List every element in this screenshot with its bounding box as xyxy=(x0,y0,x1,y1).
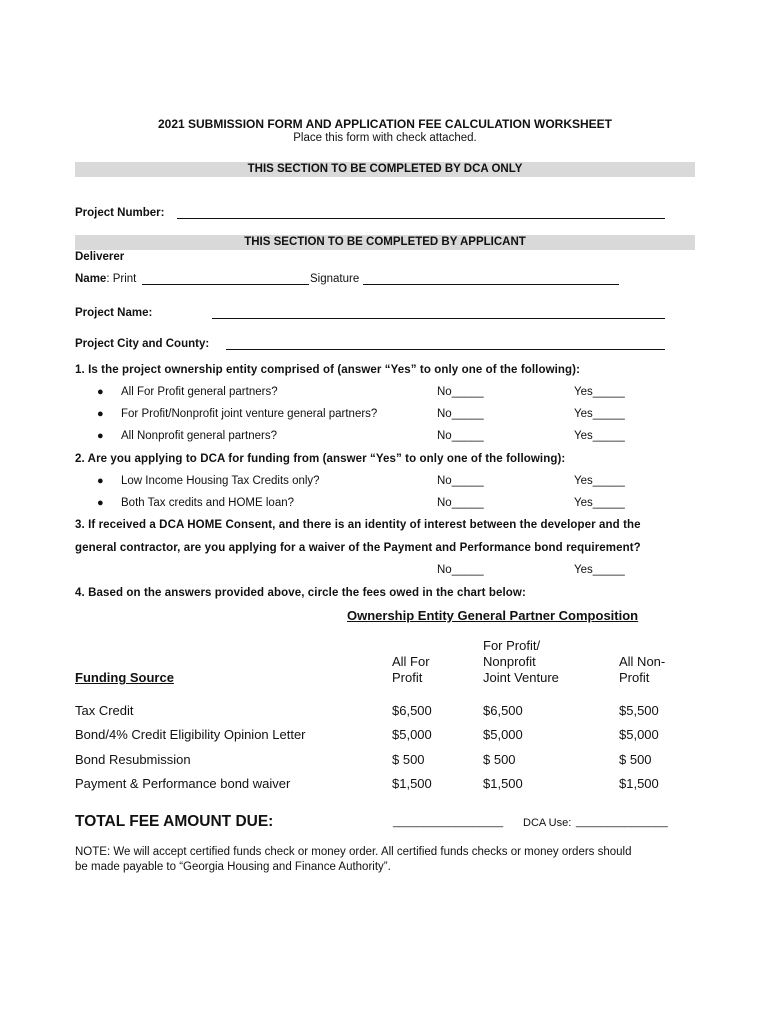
q2-option-no[interactable]: No_____ xyxy=(437,497,484,509)
form-subtitle: Place this form with check attached. xyxy=(293,132,477,144)
name-row xyxy=(75,273,136,285)
q1-option-no[interactable]: No_____ xyxy=(437,386,484,398)
header-line: All Non- xyxy=(619,654,666,669)
total-fee-field[interactable]: __________________ xyxy=(393,816,504,828)
bullet-icon: ● xyxy=(97,475,104,487)
deliverer-label: Deliverer xyxy=(75,251,125,263)
signature-field[interactable] xyxy=(363,273,619,285)
project-number-label: Project Number: xyxy=(75,207,165,219)
column-header-all-nonprofit xyxy=(619,654,665,686)
q1-option-no[interactable]: No_____ xyxy=(437,430,484,442)
q3-option-yes[interactable]: Yes_____ xyxy=(574,564,625,576)
applicant-section-band: THIS SECTION TO BE COMPLETED BY APPLICANT xyxy=(75,235,695,250)
project-city-county-field[interactable] xyxy=(226,338,665,350)
q2-option-label: Both Tax credits and HOME loan? xyxy=(121,497,295,509)
table-cell-fee[interactable]: $5,000 xyxy=(619,727,659,742)
header-line: For Profit/ xyxy=(483,638,541,653)
table-cell-fee[interactable]: $6,500 xyxy=(483,703,523,718)
dca-use-field[interactable]: _______________ xyxy=(576,816,668,828)
table-row-source: Tax Credit xyxy=(75,703,134,718)
question-2: 2. Are you applying to DCA for funding from (answer “Yes” to only one of the following): xyxy=(75,453,566,465)
header-line: Nonprofit xyxy=(483,654,536,669)
print-name-field[interactable] xyxy=(142,273,309,285)
project-city-county-label: Project City and County: xyxy=(75,338,210,350)
column-header-all-for-profit xyxy=(392,654,430,686)
q1-option-label: For Profit/Nonprofit joint venture general partners? xyxy=(121,408,378,420)
table-cell-fee[interactable]: $1,500 xyxy=(392,776,432,791)
table-cell-fee[interactable]: $5,000 xyxy=(392,727,432,742)
column-header-joint-venture xyxy=(483,638,559,686)
q1-option-no[interactable]: No_____ xyxy=(437,408,484,420)
q2-option-yes[interactable]: Yes_____ xyxy=(574,497,625,509)
bullet-icon: ● xyxy=(97,497,104,509)
q3-option-no[interactable]: No_____ xyxy=(437,564,484,576)
form-title: 2021 SUBMISSION FORM AND APPLICATION FEE CALCULATION WORKSHEET xyxy=(157,117,613,131)
bullet-icon: ● xyxy=(97,408,104,420)
table-row-source: Payment & Performance bond waiver xyxy=(75,776,291,791)
question-1: 1. Is the project ownership entity comprised of (answer “Yes” to only one of the following): xyxy=(75,364,581,376)
table-cell-fee[interactable]: $1,500 xyxy=(619,776,659,791)
name-label: Name xyxy=(75,273,107,285)
dca-section-band: THIS SECTION TO BE COMPLETED BY DCA ONLY xyxy=(75,162,695,177)
q1-option-yes[interactable]: Yes_____ xyxy=(574,386,625,398)
header-line: All For xyxy=(392,654,430,669)
print-label: : Print xyxy=(106,273,137,285)
header-line: Profit xyxy=(619,670,650,685)
table-cell-fee[interactable]: $ 500 xyxy=(483,752,516,767)
table-cell-fee[interactable]: $5,000 xyxy=(483,727,523,742)
bullet-icon: ● xyxy=(97,430,104,442)
header-line: Joint Venture xyxy=(483,670,559,685)
q1-option-label: All For Profit general partners? xyxy=(121,386,278,398)
header-line: Profit xyxy=(392,670,423,685)
table-row-source: Bond/4% Credit Eligibility Opinion Letter xyxy=(75,727,306,742)
q1-option-yes[interactable]: Yes_____ xyxy=(574,430,625,442)
note-line-1: NOTE: We will accept certified funds check or money order. All certified funds checks or money orders should xyxy=(75,846,632,858)
q1-option-label: All Nonprofit general partners? xyxy=(121,430,277,442)
bullet-icon: ● xyxy=(97,386,104,398)
signature-label: Signature xyxy=(310,273,360,285)
project-number-field[interactable] xyxy=(177,207,665,219)
table-row-source: Bond Resubmission xyxy=(75,752,191,767)
table-cell-fee[interactable]: $1,500 xyxy=(483,776,523,791)
q2-option-yes[interactable]: Yes_____ xyxy=(574,475,625,487)
question-3-line-1: 3. If received a DCA HOME Consent, and there is an identity of interest between the developer and the xyxy=(75,519,641,531)
dca-use-label: DCA Use: xyxy=(523,817,572,829)
q2-option-no[interactable]: No_____ xyxy=(437,475,484,487)
q1-option-yes[interactable]: Yes_____ xyxy=(574,408,625,420)
table-cell-fee[interactable]: $6,500 xyxy=(392,703,432,718)
note-line-2: be made payable to “Georgia Housing and Finance Authority”. xyxy=(75,861,391,873)
table-cell-fee[interactable]: $5,500 xyxy=(619,703,659,718)
project-name-field[interactable] xyxy=(212,307,665,319)
question-4: 4. Based on the answers provided above, circle the fees owed in the chart below: xyxy=(75,587,526,599)
table-caption: Ownership Entity General Partner Composition xyxy=(347,608,639,623)
q2-option-label: Low Income Housing Tax Credits only? xyxy=(121,475,320,487)
table-cell-fee[interactable]: $ 500 xyxy=(619,752,652,767)
project-name-label: Project Name: xyxy=(75,307,153,319)
table-cell-fee[interactable]: $ 500 xyxy=(392,752,425,767)
total-fee-label: TOTAL FEE AMOUNT DUE: xyxy=(75,813,274,830)
funding-source-header: Funding Source xyxy=(75,670,174,685)
question-3-line-2: general contractor, are you applying for a waiver of the Payment and Performance bond requirement? xyxy=(75,542,641,554)
